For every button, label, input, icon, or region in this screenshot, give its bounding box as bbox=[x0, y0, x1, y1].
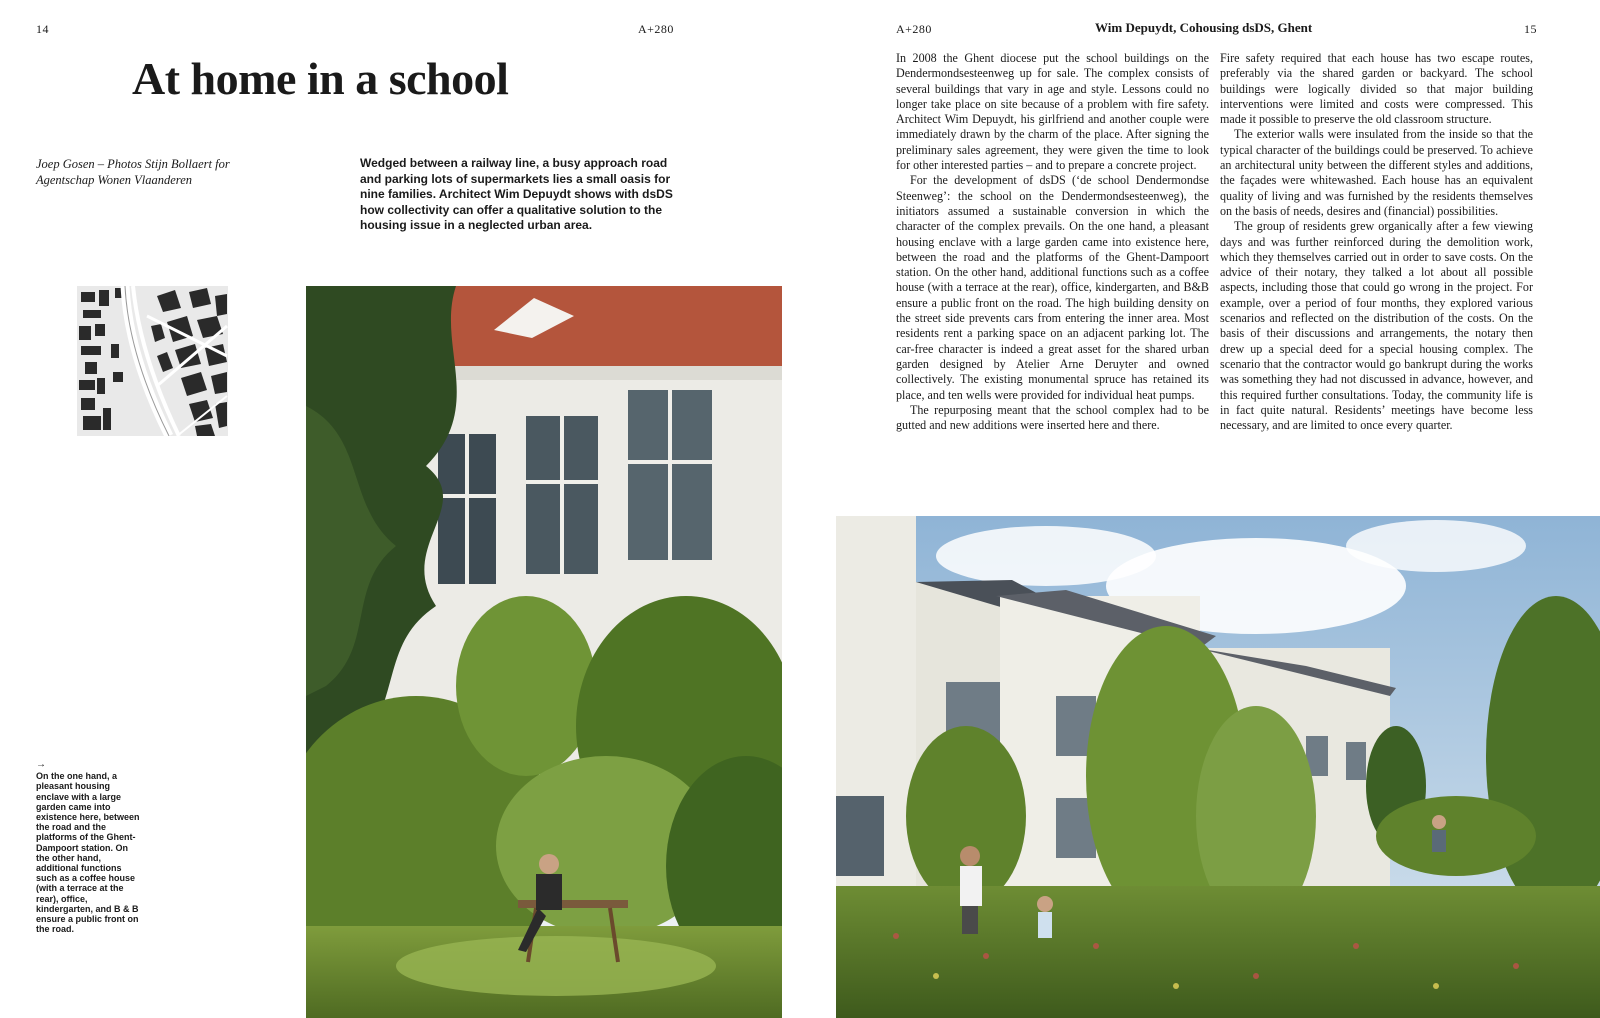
article-lede: Wedged between a railway line, a busy approach road and parking lots of supermarkets lies a small oasis for nine families. Architect Wim Depuydt shows with dsDS how collectivity can offer a qualitative solution to the housing issue in a neglected urban area. bbox=[360, 156, 673, 232]
body-paragraph: The exterior walls were insulated from the inside so that the typical character of the buildings could be preserved. To achieve an architectural unity between the different styles and additions, the façades were whitewashed. Each house has an equivalent quality of living and was furnished by the residents themselves on the basis of needs, desires and (financial) possibilities. bbox=[1220, 127, 1533, 218]
photo-caption bbox=[36, 760, 140, 934]
body-column-2 bbox=[1220, 51, 1533, 433]
right-page-number: 15 bbox=[1524, 22, 1537, 36]
body-paragraph: In 2008 the Ghent diocese put the school buildings on the Dendermondsesteenweg up for sale. The complex consists of several buildings that vary in age and style. Lessons could no longer take place on site because of a problem with fire safety. Architect Wim Depuydt, his girlfriend and another couple were immediately drawn by the charm of the place. After signing the preliminary sales agreement, they were given the time to look for other interested parties – and to prepare a concrete project. bbox=[896, 51, 1209, 173]
running-head: Wim Depuydt, Cohousing dsDS, Ghent bbox=[1095, 20, 1313, 35]
body-paragraph: The group of residents grew organically after a few viewing days and was further reinforced during the demolition work, which they themselves carried out in order to save costs. On the advice of their notary, they talked a lot about all possible aspects, including those that could go wrong in the project. For example, over a period of four months, they explored various scenarios and reflected on the distribution of the costs. On the basis of their discussions and arrangements, the notary then drew up a special deed for a special housing complex. The scenario that the contractor would go bankrupt during the works was something they had not discussed in advance, however, and this required further consultations. Today, the community life is in fact quite natural. Residents’ meetings have become less necessary, and are limited to once every quarter. bbox=[1220, 219, 1533, 433]
body-paragraph: Fire safety required that each house has two escape routes, preferably via the shared garden or backyard. The school buildings were logically divided so that major building interventions were limited and costs were compressed. This made it possible to preserve the old classroom structure. bbox=[1220, 51, 1533, 127]
caption-arrow: → bbox=[36, 759, 46, 770]
site-map-drawing bbox=[77, 286, 228, 436]
housing-garden-illustration bbox=[836, 516, 1600, 1018]
right-magazine-issue: A+280 bbox=[896, 22, 932, 36]
body-column-1 bbox=[896, 51, 1209, 433]
left-magazine-issue: A+280 bbox=[638, 22, 674, 36]
body-paragraph: For the development of dsDS (‘de school Dendermondse Steenweg’: the school on the Dendermondsesteenweg), the initiators assumed a sustainable conversion in which the character of the complex prevails. On the one hand, a pleasant housing enclave with a large garden came into existence here, between the road and the platforms of the Ghent-Dampoort station. On the other hand, additional functions such as a coffee house (with a terrace at the rear), office, kindergarten, and B&B ensure a public front on the road. The high building density on the street side prevents cars from entering the inner area. Most residents rent a parking space on an adjacent parking lot. The car-free character is indeed a great asset for the shared urban garden designed by Atelier Arne Deruyter and owned collectively. The existing monumental spruce has retained its place, and ten wells were provided for individual heat pumps. bbox=[896, 173, 1209, 402]
left-page-number: 14 bbox=[36, 22, 49, 36]
housing-garden-photo bbox=[836, 516, 1600, 1018]
caption-text: On the one hand, a pleasant housing enclave with a large garden came into existence here, between the road and the platforms of the Ghent-Dampoort station. On the other hand, additional functions such as a coffee house (with a terrace at the rear), office, kindergarten, and B & B ensure a public front on the road. bbox=[36, 771, 140, 935]
site-map-figure bbox=[77, 286, 228, 436]
article-credits: Joep Gosen – Photos Stijn Bollaert for Agentschap Wonen Vlaanderen bbox=[36, 157, 230, 187]
body-paragraph: The repurposing meant that the school complex had to be gutted and new additions were inserted here and there. bbox=[896, 402, 1209, 433]
school-garden-photo bbox=[306, 286, 782, 1018]
article-headline: At home in a school bbox=[132, 53, 509, 104]
school-garden-illustration bbox=[306, 286, 782, 1018]
